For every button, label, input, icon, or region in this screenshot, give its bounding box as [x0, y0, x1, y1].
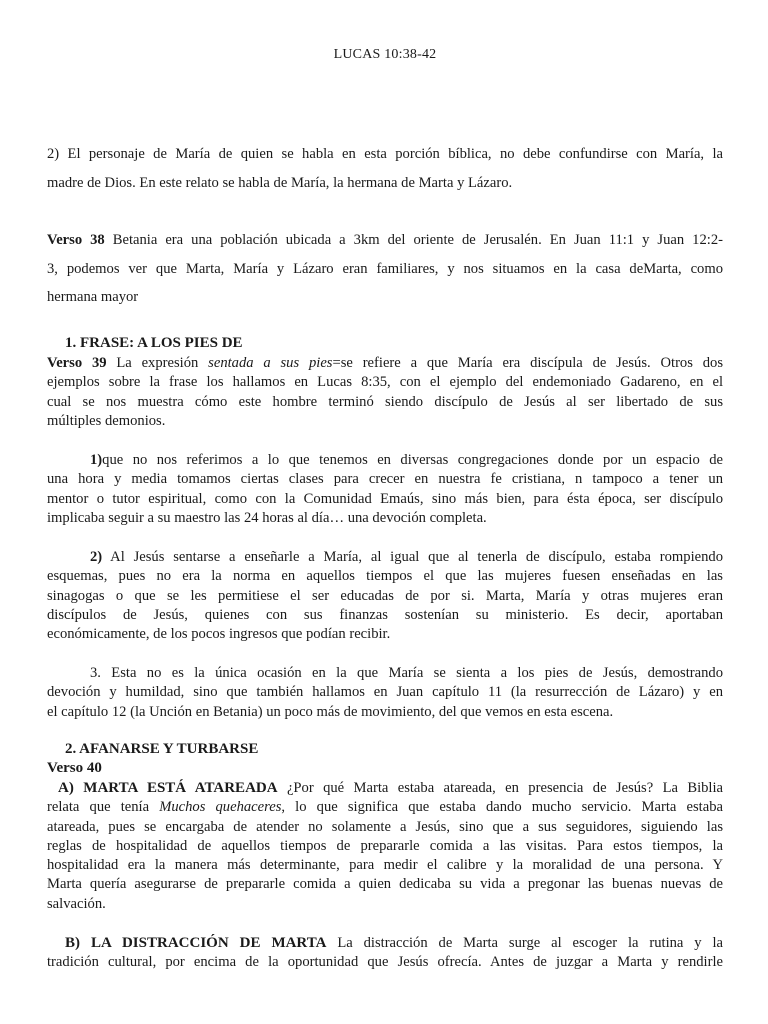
text-line	[47, 548, 723, 567]
text-line: hermana mayor	[47, 289, 139, 305]
point-label: 1)	[90, 452, 103, 468]
text-line: Marta quería asegurarse de prepararle comida a quien dedicaba su vida a pregonar las buenas nuevas de	[47, 876, 723, 893]
text-span: =se refiere a que María era discípula de Jesús. Otros dos	[332, 355, 723, 371]
text-line: reglas de hospitalidad de aquellos tiempos de prepararle comida a las visitas. Para estos tiempos, la	[47, 837, 723, 854]
verse-label: Verso 39	[47, 355, 107, 371]
verse-label: Verso 38	[47, 232, 105, 248]
text-span: Betania era una población ubicada a 3km del oriente de Jerusalén. En Juan 11:1 y Juan 12:2-	[104, 232, 723, 248]
text-line	[47, 779, 723, 798]
text-line: mentor o tutor espiritual, como con la Comunidad Emaús, sino más bien, para ésta época, ser discípulo	[47, 490, 723, 507]
paragraph-distraccion-marta	[47, 934, 723, 973]
text-line: madre de Dios. En este relato se habla de María, la hermana de Marta y Lázaro.	[47, 174, 513, 191]
text-span: ¿Por qué Marta estaba atareada, en presencia de Jesús? La Biblia	[277, 780, 723, 796]
paragraph-point-2	[47, 548, 723, 644]
text-line	[47, 230, 723, 259]
text-line: esquemas, pues no era la norma en aquellos tiempos el que las mujeres fuesen enseñadas en las	[47, 568, 723, 585]
paragraph-point-3	[47, 664, 723, 722]
text-line	[47, 451, 723, 470]
text-span: que no nos referimos a lo que tenemos en diversas congregaciones donde por un espacio de	[102, 452, 723, 468]
text-span: La distracción de Marta surge al escoger la rutina y la	[326, 935, 723, 951]
text-span: relata que tenía	[47, 799, 160, 816]
paragraph-point-1	[47, 451, 723, 528]
text-span: La expresión	[106, 355, 209, 371]
text-line	[47, 354, 723, 373]
text-line: una hora y media tomamos ciertas clases para crecer en nuestra fe cristiana, n tampoco a tener un	[47, 471, 723, 488]
text-span: , lo que significa que estaba dando mucho servicio. Marta estaba	[281, 799, 723, 816]
point-label: 2)	[90, 549, 103, 565]
text-line: múltiples demonios.	[47, 412, 166, 429]
paragraph-marta-atareada	[47, 779, 723, 914]
emphasis-text: sentada a sus pies	[208, 355, 333, 371]
text-line: cual se nos muestra cómo este hombre terminó siendo discípulo de Jesús al ser libertado de sus	[47, 393, 723, 410]
paragraph-verso-39	[47, 354, 723, 431]
text-span: Al Jesús sentarse a enseñarle a María, al igual que al tenerla de discípulo, estaba rompiendo	[102, 549, 723, 565]
text-line: económicamente, de los pocos ingresos que podían recibir.	[47, 626, 391, 643]
text-line: hospitalidad era la manera más determinante, para medir el calibre y la moralidad de una persona. Y	[47, 857, 723, 874]
paragraph-maria-identity	[47, 144, 723, 201]
text-line	[47, 934, 723, 953]
text-line: devoción y humildad, sino que también hallamos en Juan capítulo 11 (la resurrección de Lázaro) y en	[47, 684, 723, 701]
text-line	[47, 798, 723, 817]
section-heading-frase: 1. FRASE: A LOS PIES DE	[65, 335, 243, 351]
text-line: atareada, pues se encargaba de atender no solamente a Jesús, sino que a sus seguidores, siguiendo las	[47, 818, 723, 835]
part-label: B) LA DISTRACCIÓN DE MARTA	[65, 935, 327, 951]
section-heading-afanarse: 2. AFANARSE Y TURBARSE	[65, 741, 259, 757]
text-line: implicaba seguir a su maestro las 24 horas al día… una devoción completa.	[47, 509, 487, 526]
text-line: 3. Esta no es la única ocasión en la que María se sienta a los pies de Jesús, demostrando	[90, 665, 723, 681]
text-line: 2) El personaje de María de quien se habla en esta porción bíblica, no debe confundirse con María, la	[47, 146, 723, 162]
text-line: ejemplos sobre la frase los hallamos en Lucas 8:35, con el ejemplo del endemoniado Gadareno, en el	[47, 374, 723, 391]
text-line: sinagogas o que se les permitiese el ser educadas de por si. Marta, María y otras mujeres eran	[47, 587, 723, 604]
verse-label-40: Verso 40	[47, 760, 102, 776]
text-line: discípulos de Jesús, quienes con sus finanzas sostenían su ministerio. Es decir, aportaban	[47, 606, 723, 623]
text-line: salvación.	[47, 895, 106, 912]
part-label: A) MARTA ESTÁ ATAREADA	[58, 780, 278, 796]
emphasis-text: Muchos quehaceres	[159, 799, 282, 816]
text-line: tradición cultural, por encima de la oportunidad que Jesús ofrecía. Antes de juzgar a Marta y rendirle	[47, 954, 723, 971]
text-line: el capítulo 12 (la Unción en Betania) un poco más de movimiento, del que vemos en esta escena.	[47, 703, 614, 720]
text-line: 3, podemos ver que Marta, María y Lázaro eran familiares, y nos situamos en la casa deMarta, como	[47, 260, 723, 277]
page-header: LUCAS 10:38-42	[333, 47, 437, 62]
paragraph-verso-38	[47, 230, 723, 316]
